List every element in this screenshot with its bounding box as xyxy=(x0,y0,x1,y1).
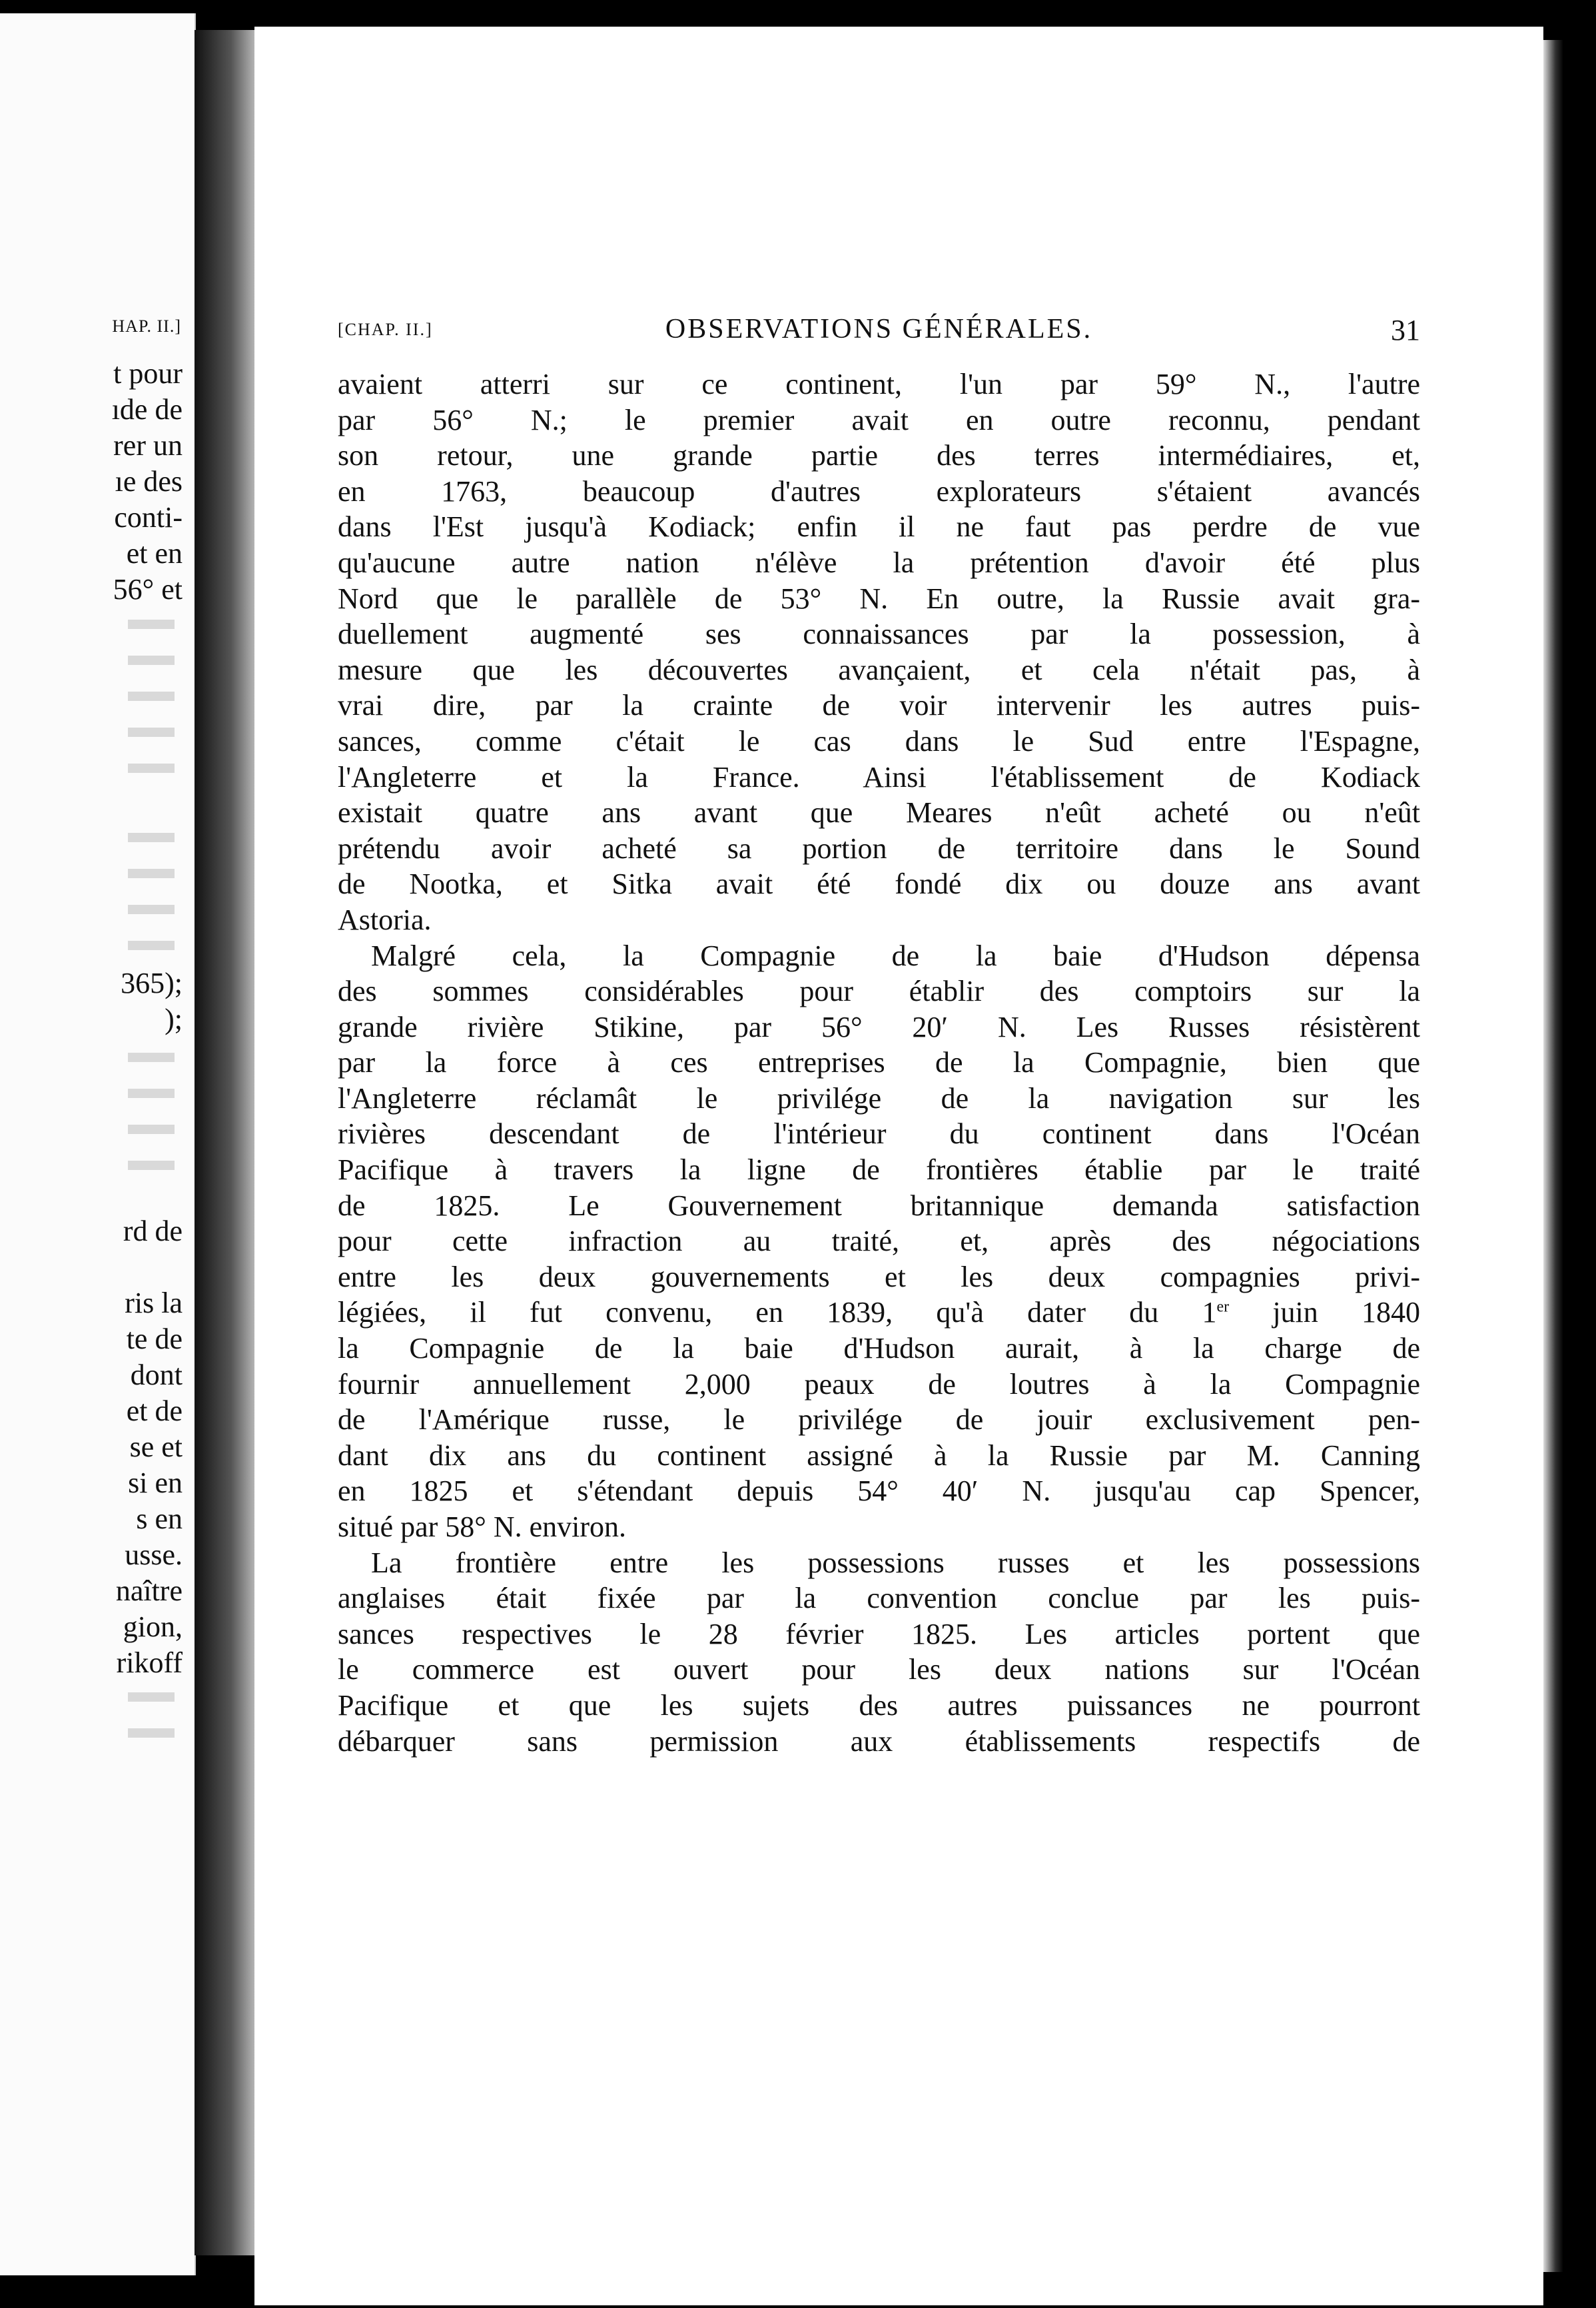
chapter-label: [CHAP. II.] xyxy=(338,320,433,339)
facing-page-line: rer un xyxy=(113,429,183,462)
faint-text-fragment xyxy=(128,656,175,665)
paragraph-end-line: situé par 58° N. environ. xyxy=(338,1510,627,1543)
faint-text-fragment xyxy=(128,764,175,773)
text-line: de 1825. Le Gouvernement britannique demanda satisfaction xyxy=(338,1189,1420,1222)
book-gutter-shadow xyxy=(195,30,261,2255)
facing-page-line: naître xyxy=(115,1574,183,1607)
faint-text-fragment xyxy=(128,620,175,629)
text-line: duellement augmenté ses connaissances par la possession, à xyxy=(338,618,1420,651)
paragraph-start-line: La frontière entre les possessions russes et les possessions xyxy=(371,1546,1420,1579)
text-line: en 1825 et s'étendant depuis 54° 40′ N. jusqu'au cap Spencer, xyxy=(338,1474,1420,1508)
facing-page-line: t pour xyxy=(113,357,183,390)
text-line: dant dix ans du continent assigné à la Russie par M. Canning xyxy=(338,1439,1420,1472)
faint-text-fragment xyxy=(128,1053,175,1062)
facing-page-line: ); xyxy=(165,1003,183,1035)
text-line: mesure que les découvertes avançaient, et cela n'était pas, à xyxy=(338,653,1420,686)
faint-text-fragment xyxy=(128,1089,175,1098)
faint-text-fragment xyxy=(128,728,175,737)
text-line: Pacifique à travers la ligne de frontières établie par le traité xyxy=(338,1153,1420,1187)
text-line: la Compagnie de la baie d'Hudson aurait, à la charge de xyxy=(338,1332,1420,1365)
text-line: prétendu avoir acheté sa portion de territoire dans le Sound xyxy=(338,832,1420,865)
text-line: des sommes considérables pour établir des comptoirs sur la xyxy=(338,975,1420,1008)
text-line: dans l'Est jusqu'à Kodiack; enfin il ne faut pas perdre de vue xyxy=(338,510,1420,544)
facing-page-line: te de xyxy=(126,1323,183,1355)
facing-page-left xyxy=(0,13,196,2275)
text-line: rivières descendant de l'intérieur du continent dans l'Océan xyxy=(338,1117,1420,1151)
text-line: l'Angleterre et la France. Ainsi l'établissement de Kodiack xyxy=(338,760,1420,794)
text-line: l'Angleterre réclamât le privilége de la navigation sur les xyxy=(338,1081,1420,1115)
facing-page-line: usse. xyxy=(125,1538,183,1571)
running-head xyxy=(338,313,1420,353)
text-line: par la force à ces entreprises de la Compagnie, bien que xyxy=(338,1046,1420,1079)
text-line: sances respectives le 28 février 1825. Les articles portent que xyxy=(338,1617,1420,1650)
text-line: avaient atterri sur ce continent, l'un par 59° N., l'autre xyxy=(338,368,1420,400)
book-page xyxy=(254,27,1543,2305)
faint-text-fragment xyxy=(128,833,175,842)
facing-page-line: ıde de xyxy=(111,393,183,426)
facing-page-line: et de xyxy=(126,1395,183,1427)
faint-text-fragment xyxy=(128,1161,175,1170)
text-line: son retour, une grande partie des terres intermédiaires, et, xyxy=(338,439,1420,472)
text-line: en 1763, beaucoup d'autres explorateurs s'étaient avancés xyxy=(338,474,1420,508)
text-line: qu'aucune autre nation n'élève la prétention d'avoir été plus xyxy=(338,546,1420,579)
text-line: légiées, il fut convenu, en 1839, qu'à dater du 1er juin 1840 xyxy=(338,1296,1420,1329)
facing-page-line: s en xyxy=(136,1502,183,1535)
faint-text-fragment xyxy=(128,905,175,914)
facing-page-line: gion, xyxy=(123,1610,183,1643)
text-line: par 56° N.; le premier avait en outre reconnu, pendant xyxy=(338,403,1420,436)
paragraph-start-line: Malgré cela, la Compagnie de la baie d'Hudson dépensa xyxy=(371,939,1420,972)
facing-page-line: 365); xyxy=(121,967,183,999)
text-line: Pacifique et que les sujets des autres puissances ne pourront xyxy=(338,1688,1420,1722)
text-line: pour cette infraction au traité, et, après des négociations xyxy=(338,1225,1420,1258)
text-line: anglaises était fixée par la convention conclue par les puis- xyxy=(338,1582,1420,1615)
text-line: existait quatre ans avant que Meares n'eût acheté ou n'eût xyxy=(338,796,1420,830)
facing-page-line: et en xyxy=(126,537,183,570)
page-title: OBSERVATIONS GÉNÉRALES. xyxy=(665,314,1093,344)
text-line: vrai dire, par la crainte de voir intervenir les autres puis- xyxy=(338,689,1420,722)
faint-text-fragment xyxy=(128,941,175,950)
page-edge-shadow xyxy=(1543,40,1563,2272)
text-line: grande rivière Stikine, par 56° 20′ N. Les Russes résistèrent xyxy=(338,1010,1420,1043)
facing-page-line: dont xyxy=(130,1359,183,1391)
facing-page-line: ris la xyxy=(125,1287,183,1319)
faint-text-fragment xyxy=(128,1125,175,1134)
page-number: 31 xyxy=(1391,314,1420,346)
text-line: de l'Amérique russe, le privilége de jouir exclusivement pen- xyxy=(338,1403,1420,1437)
text-line: débarquer sans permission aux établissements respectifs de xyxy=(338,1724,1420,1758)
facing-page-line: rd de xyxy=(123,1215,183,1247)
paragraph-end-line: Astoria. xyxy=(338,903,432,936)
facing-page-line: si en xyxy=(128,1466,183,1499)
faint-text-fragment xyxy=(128,1728,175,1738)
faint-text-fragment xyxy=(128,692,175,701)
text-line: le commerce est ouvert pour les deux nations sur l'Océan xyxy=(338,1653,1420,1686)
faint-text-fragment xyxy=(128,1692,175,1702)
facing-page-line: conti- xyxy=(114,501,183,534)
faint-text-fragment xyxy=(128,869,175,878)
text-line: Nord que le parallèle de 53° N. En outre, la Russie avait gra- xyxy=(338,582,1420,615)
text-line: entre les deux gouvernements et les deux compagnies privi- xyxy=(338,1260,1420,1293)
facing-page-running-head: HAP. II.] xyxy=(112,316,181,336)
facing-page-line: 56° et xyxy=(113,573,183,606)
body-text xyxy=(338,366,1420,1759)
facing-page-line: ıe des xyxy=(115,465,183,498)
text-line: sances, comme c'était le cas dans le Sud entre l'Espagne, xyxy=(338,724,1420,758)
facing-page-line: rikoff xyxy=(116,1646,183,1679)
text-line: fournir annuellement 2,000 peaux de loutres à la Compagnie xyxy=(338,1367,1420,1401)
text-line: de Nootka, et Sitka avait été fondé dix ou douze ans avant xyxy=(338,867,1420,901)
facing-page-line: se et xyxy=(129,1431,183,1463)
